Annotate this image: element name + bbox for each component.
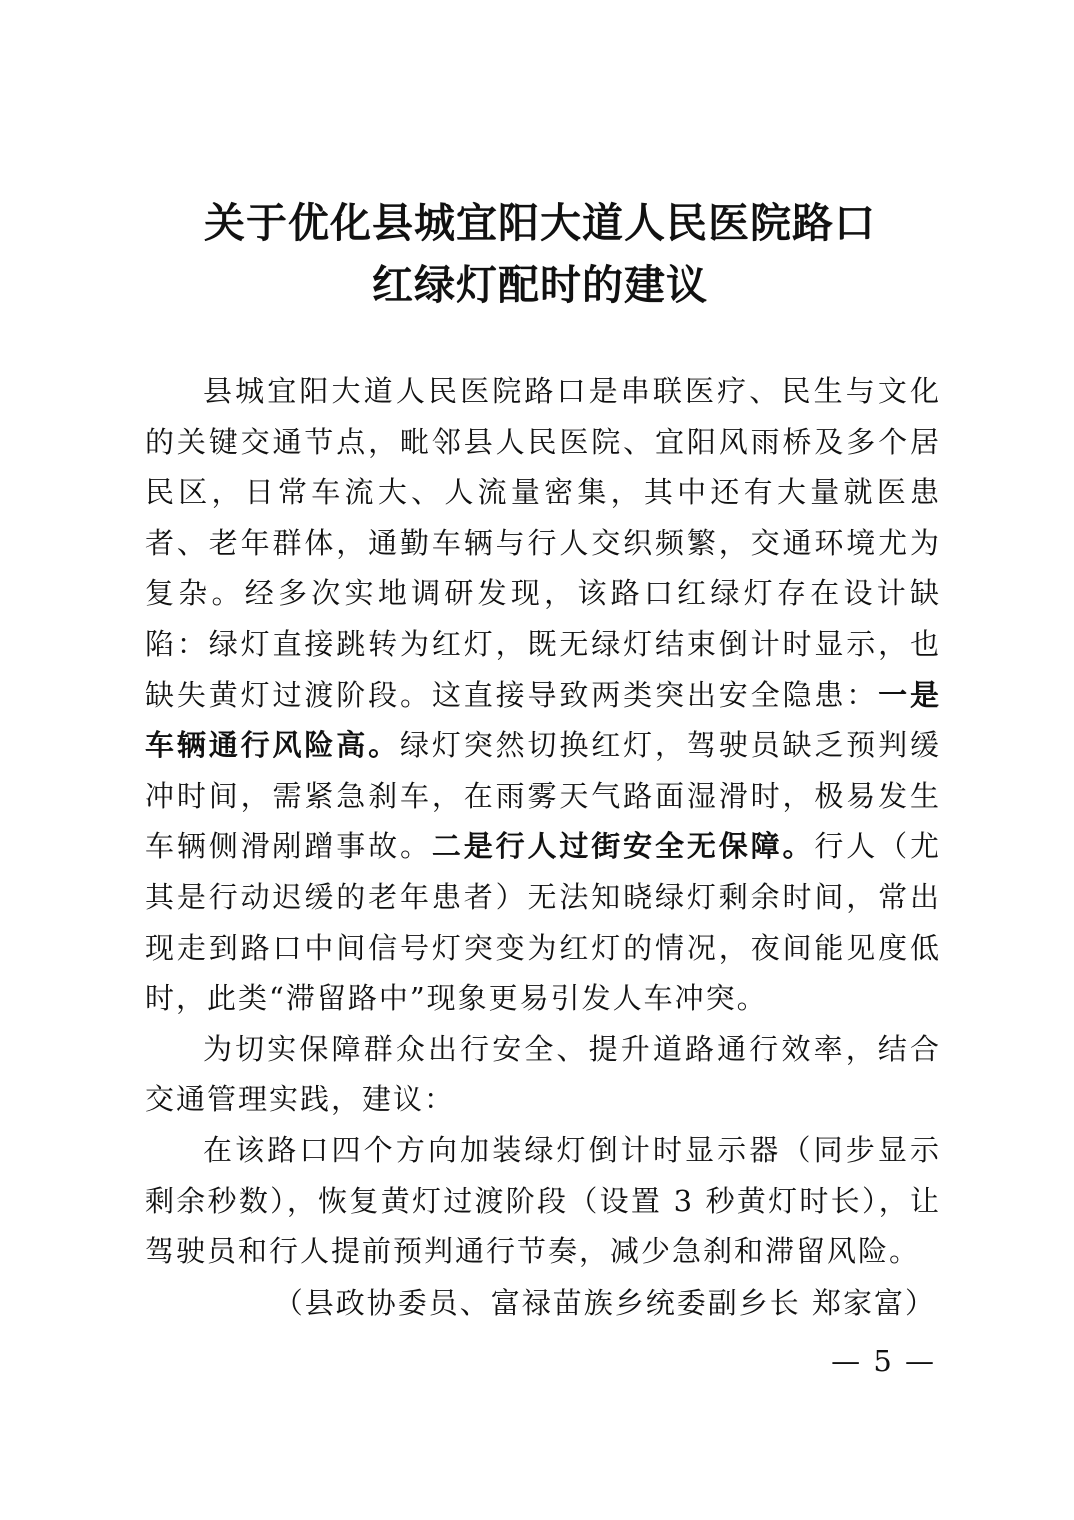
paragraph-1-intro: 县城宜阳大道人民医院路口是串联医疗、民生与文化的关键交通节点，毗邻县人民医院、宜阳风雨桥及多个居民区，日常车流大、人流量密集，其中还有大量就医患者、老年群体，通勤车辆与行人交织频繁，交通环境尤为复杂。经多次实地调研发现，该路口红绿灯存在设计缺陷：绿灯直接跳转为红灯，既无绿灯结束倒计时显示，也缺失黄灯过渡阶段。这直接导致两类突出安全隐患： bbox=[145, 374, 941, 712]
paragraph-recommendation: 在该路口四个方向加装绿灯倒计时显示器（同步显示剩余秒数），恢复黄灯过渡阶段（设置 3 秒黄灯时长），让驾驶员和行人提前预判通行节奏，减少急刹和滞留风险。 bbox=[145, 1132, 941, 1269]
point-2-heading: 二是行人过街安全无保障。 bbox=[431, 829, 815, 864]
point-1-detail: 绿灯突然切换红灯，驾驶员缺乏预判缓冲时间，需紧急刹车，在雨雾天气路面湿滑时，极易发生车辆侧滑剐蹭事故。 bbox=[145, 728, 941, 864]
page-number: — 5 — bbox=[831, 1344, 936, 1378]
title-line-2: 红绿灯配时的建议 bbox=[372, 261, 708, 309]
document-body bbox=[145, 366, 941, 1277]
point-2-detail: 行人（尤其是行动迟缓的老年患者）无法知晓绿灯剩余时间，常出现走到路口中间信号灯突变为红灯的情况，夜间能见度低时，此类“滞留路中”现象更易引发人车冲突。 bbox=[145, 829, 941, 1016]
paragraph-background bbox=[145, 366, 941, 1024]
author-signature: （县政协委员、富禄苗族乡统委副乡长 郑家富） bbox=[273, 1286, 936, 1320]
title-line-1: 关于优化县城宜阳大道人民医院路口 bbox=[204, 199, 876, 247]
point-1-heading: 一是车辆通行风险高。 bbox=[145, 677, 941, 763]
document-title bbox=[140, 192, 940, 316]
paragraph-purpose: 为切实保障群众出行安全、提升道路通行效率，结合交通管理实践，建议： bbox=[145, 1031, 941, 1117]
